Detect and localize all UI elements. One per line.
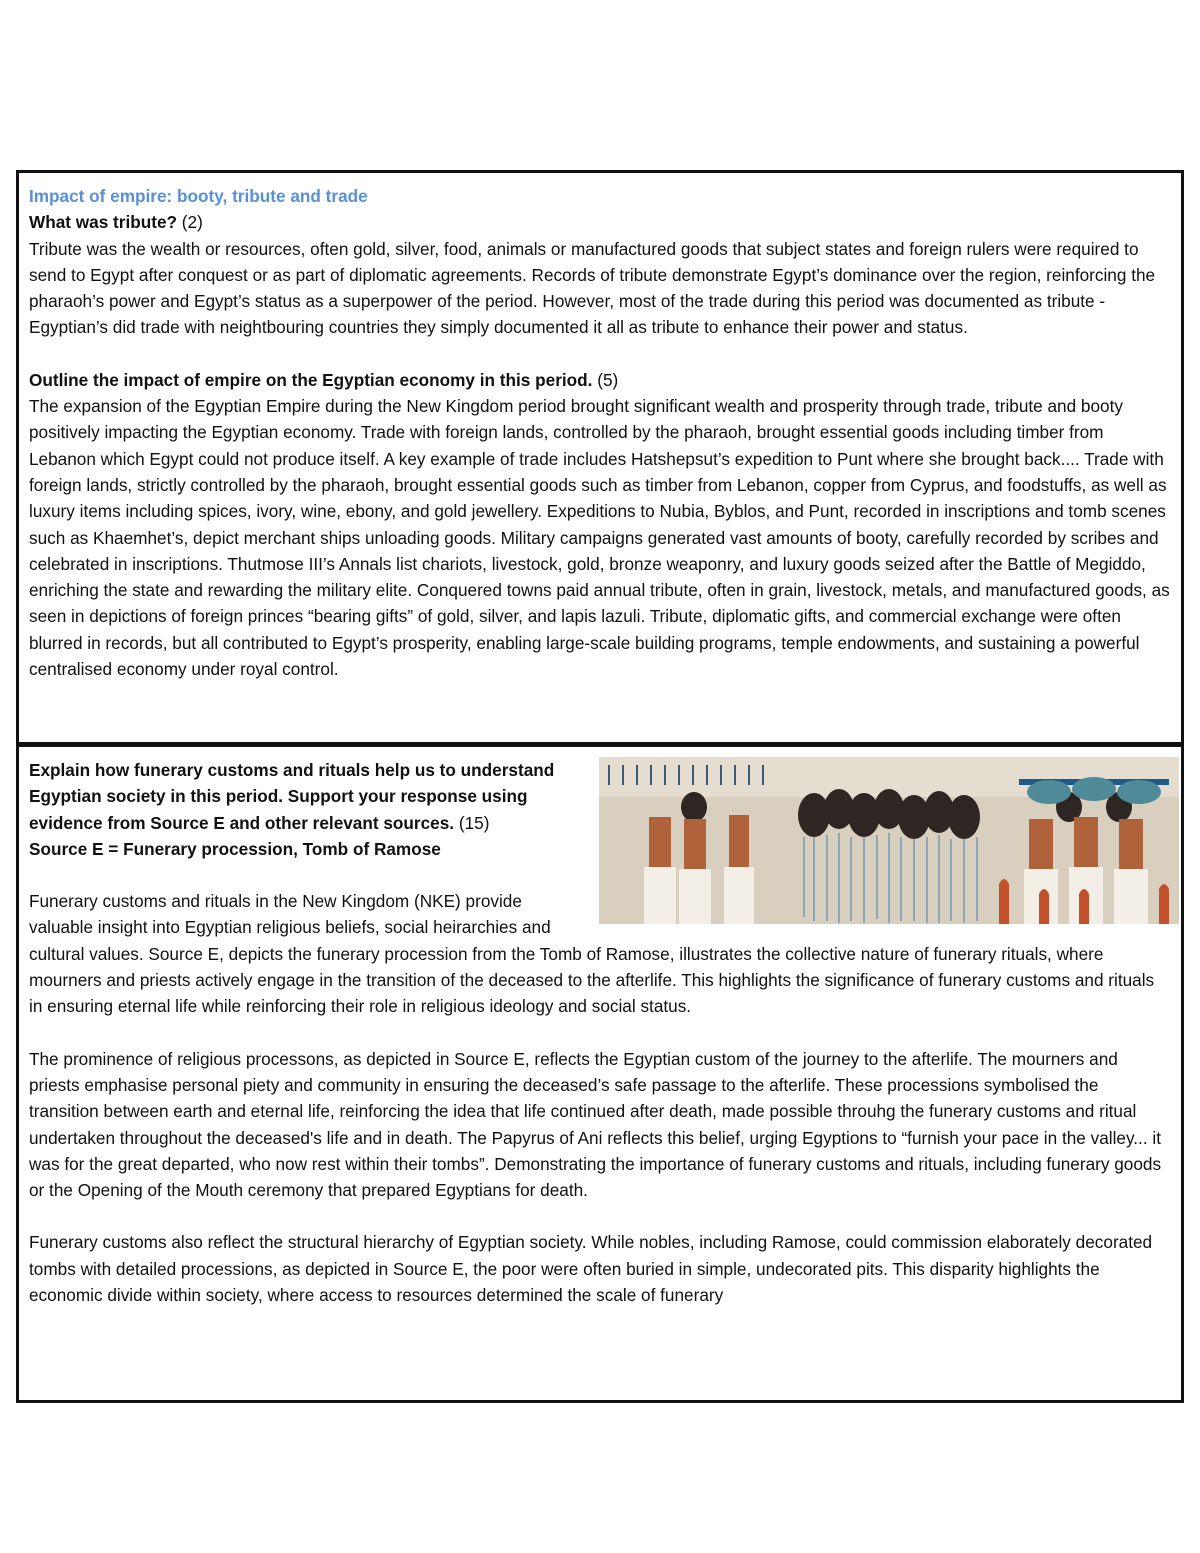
funerary-procession-image — [599, 757, 1179, 924]
question-text: Outline the impact of empire on the Egyptian economy in this period. — [29, 369, 593, 390]
question-tribute — [29, 209, 1171, 235]
answer-economy: The expansion of the Egyptian Empire during the New Kingdom period brought significant wealth and prosperity through trade, tribute and booty positively impacting the Egyptian economy. Trade with foreign lands, controlled by the pharaoh, brought essential goods including timber from Lebanon which Egypt could not produce itself. A key example of trade includes Hatshepsut’s expedition to Punt where she brought back.... Trade with foreign lands, strictly controlled by the pharaoh, brought essential goods such as timber from Lebanon, copper from Cyprus, and foodstuffs, as well as luxury items including spices, ivory, wine, ebony, and gold jewellery. Expeditions to Nubia, Byblos, and Punt, recorded in inscriptions and tomb scenes such as Khaemhet’s, depict merchant ships unloading goods. Military campaigns generated vast amounts of booty, carefully recorded by scribes and celebrated in inscriptions. Thutmose III’s Annals list chariots, livestock, gold, bronze weaponry, and luxury goods seized after the Battle of Megiddo, enriching the state and rewarding the military elite. Conquered towns paid annual tribute, often in grain, livestock, metals, and manufactured goods, as seen in depictions of foreign princes “bearing gifts” of gold, silver, and lapis lazuli. Tribute, diplomatic gifts, and commercial exchange were often blurred in records, but all contributed to Egypt’s prosperity, enabling large-scale building programs, temple endowments, and sustaining a powerful centralised economy under royal control. — [29, 396, 1170, 680]
question-marks: (5) — [597, 369, 619, 390]
source-label: Source E = Funerary procession, Tomb of Ramose — [29, 838, 441, 859]
spacer — [29, 341, 1171, 367]
essay-paragraph: Funerary customs and rituals in the New Kingdom (NKE) provide valuable insight into Egyptian religious beliefs, social heirarchies and cultural values. Source E, depicts the funerary procession from the Tomb of Ramose, illustrates the collective nature of funerary rituals, where mourners and priests actively engage in the transition of the deceased to the afterlife. This highlights the significance of funerary customs and rituals in ensuring eternal life while reinforcing their role in religious ideology and social status. — [29, 891, 1155, 1017]
question-text: Explain how funerary customs and rituals help us to understand Egyptian society in this period. Support your response using evidence from Source E and other relevant sources. — [29, 760, 555, 833]
spacer — [29, 1020, 1171, 1046]
tribute-section-box — [16, 170, 1184, 745]
section-title: Impact of empire: booty, tribute and trade — [29, 186, 368, 206]
essay-paragraph: Funerary customs also reflect the structural hierarchy of Egyptian society. While nobles, including Ramose, could commission elaborately decorated tombs with detailed processions, as depicted in Source E, the poor were often buried in simple, undecorated pits. This disparity highlights the economic divide within society, where access to resources determined the scale of funerary — [29, 1232, 1153, 1306]
answer-tribute: Tribute was the wealth or resources, often gold, silver, food, animals or manufactured goods that subject states and foreign rulers were required to send to Egypt after conquest or as part of diplomatic agreements. Records of tribute demonstrate Egypt’s dominance over the region, reinforcing the pharaoh’s power and Egypt’s status as a superpower of the period. However, most of the trade during this period was documented as tribute - Egyptian’s did trade with neightbouring countries they simply documented it all as tribute to enhance their power and status. — [29, 238, 1156, 338]
funerary-section-box — [16, 744, 1184, 1403]
spacer — [29, 1203, 1171, 1229]
question-text: What was tribute? — [29, 212, 178, 233]
question-marks: (15) — [458, 812, 490, 833]
essay-paragraph: The prominence of religious processons, as depicted in Source E, reflects the Egyptian custom of the journey to the afterlife. The mourners and priests emphasise personal piety and community in ensuring the deceased’s safe passage to the afterlife. These processions symbolised the transition between earth and eternal life, reinforcing the idea that life continued after death, made possible throuhg the funerary customs and ritual undertaken throughout the deceased's life and in death. The Papyrus of Ani reflects this belief, urging Egyptions to “furnish your pace in the valley... it was for the great departed, who now rest within their tombs”. Demonstrating the importance of funerary customs and rituals, including funerary goods or the Opening of the Mouth ceremony that prepared Egyptians for death. — [29, 1048, 1162, 1201]
question-marks: (2) — [181, 212, 203, 233]
question-economy — [29, 367, 1171, 393]
